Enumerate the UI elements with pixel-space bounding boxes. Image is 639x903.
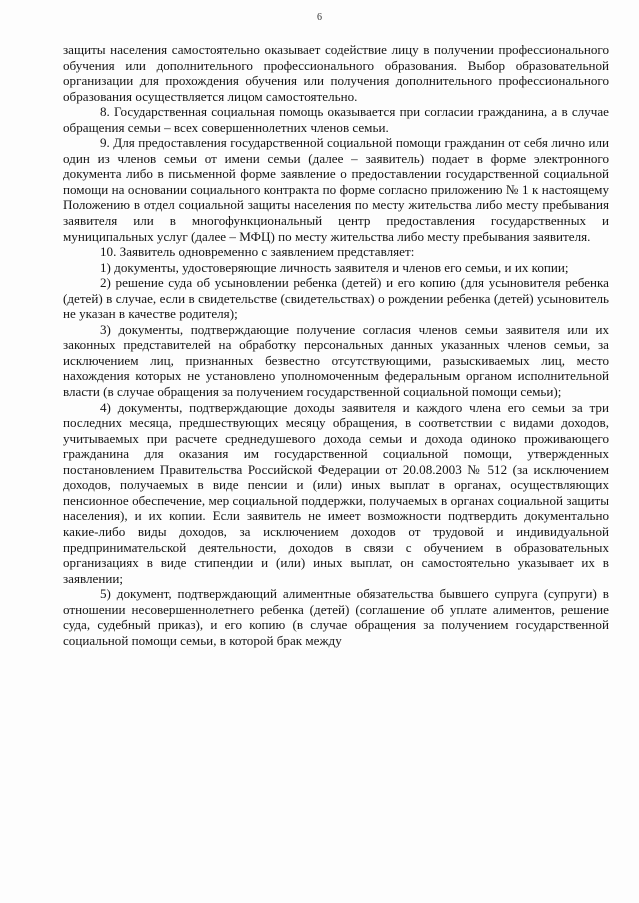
list-item-1: 1) документы, удостоверяющие личность заявителя и членов его семьи, и их копии; [100, 259, 569, 275]
page-number: 6 [317, 12, 322, 23]
list-item-3: 3) документы, подтверждающие получение согласия членов семьи заявителя или их законных представителей на обработку персональных данных указанных членов семьи, за исключением лиц, признанных безвестно отсутствующими, разыскиваемых лиц, место нахождения которых не установлено уполномоченным федеральным органом исполнительной власти (в случае обращения за получением государственной социальной помощи семьи); [63, 321, 609, 400]
paragraph-item-8: 8. Государственная социальная помощь оказывается при согласии гражданина, а в случае обращения семьи – всех совершеннолетних членов семьи. [63, 104, 609, 135]
list-item-2: 2) решение суда об усыновлении ребенка (детей) и его копию (для усыновителя ребенка (детей) в случае, если в свидетельстве (свидетельствах) о рождении ребенка (детей) усыновитель не указан в качестве родителя); [63, 275, 609, 322]
paragraph-item-9: 9. Для предоставления государственной социальной помощи гражданин от себя лично или один из членов семьи от имени семьи (далее – заявитель) подает в форме электронного документа либо в письменной форме заявление о предоставлении государственной социальной помощи на основании социального контракта по форме согласно приложению № 1 к настоящему Положению в отдел социальной защиты населения по месту жительства либо месту пребывания заявителя или в многофункциональный центр предоставления государственных и муниципальных услуг (далее – МФЦ) по месту жительства либо месту пребывания заявителя. [63, 135, 609, 244]
list-item-5: 5) документ, подтверждающий алиментные обязательства бывшего супруга (супруги) в отношении несовершеннолетнего ребенка (детей) (соглашение об уплате алиментов, решение суда, судебный приказ), и его копию (в случае обращения за получением государственной социальной помощи семьи, в которой брак между [63, 586, 609, 648]
list-item-4: 4) документы, подтверждающие доходы заявителя и каждого члена его семьи за три последних месяца, предшествующих месяцу обращения, в соответствии с видами доходов, учитываемых при расчете среднедушевого дохода семьи и дохода одиноко проживающего гражданина для оказания им государственной социальной помощи, утвержденных постановлением Правительства Российской Федерации от 20.08.2003 № 512 (за исключением доходов, получаемых в виде пенсии и (или) иных выплат в органах, осуществляющих пенсионное обеспечение, мер социальной поддержки, получаемых в органах социальной защиты населения), и их копии. Если заявитель не имеет возможности подтвердить документально какие-либо виды доходов, за исключением доходов от трудовой и индивидуальной предпринимательской деятельности, доходов в связи с обучением в образовательных организациях в виде стипендии и (или) иных выплат, он самостоятельно указывает их в заявлении; [63, 399, 609, 586]
document-body [63, 42, 609, 648]
paragraph-continuation: защиты населения самостоятельно оказывает содействие лицу в получении профессионального обучения или дополнительного профессионального образования. Выбор образовательной организации для прохождения обучения или получения дополнительного профессионального образования осуществляется лицом самостоятельно. [63, 42, 609, 104]
paragraph-item-10: 10. Заявитель одновременно с заявлением представляет: [100, 244, 415, 260]
